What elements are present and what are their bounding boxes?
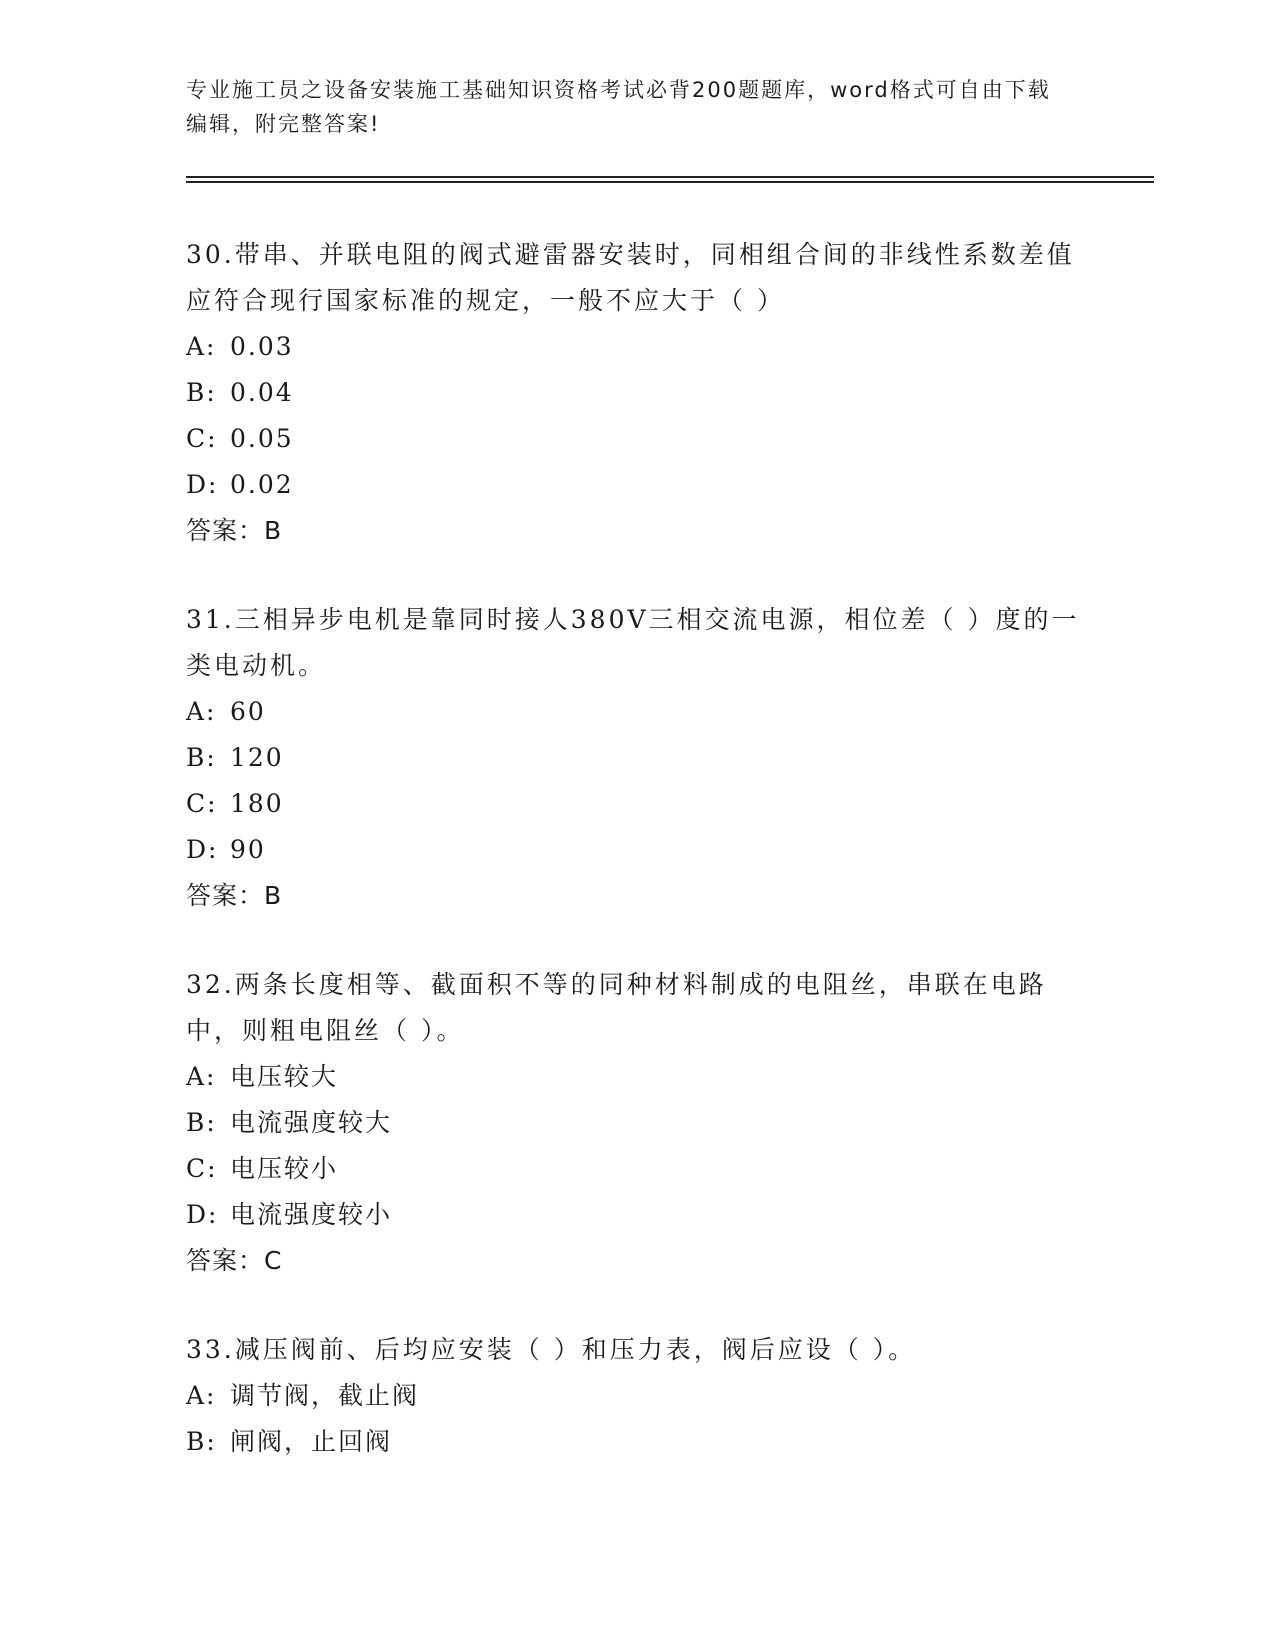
- option-label: D:: [186, 1200, 219, 1229]
- option-a: [186, 324, 1086, 370]
- option-label: A:: [186, 332, 217, 361]
- option-c: [186, 416, 1086, 462]
- header-divider-bottom: [186, 181, 1154, 183]
- option-text: 闸阀，止回阀: [230, 1427, 393, 1456]
- option-text: 电流强度较大: [230, 1108, 393, 1137]
- question-30: [186, 232, 1086, 554]
- option-a: [186, 1054, 1086, 1100]
- option-a: [186, 689, 1086, 735]
- option-b: [186, 370, 1086, 416]
- answer-line: 答案：B: [186, 881, 283, 910]
- option-text: 电压较大: [230, 1062, 339, 1091]
- option-label: B:: [186, 1108, 217, 1137]
- option-text: 180: [230, 789, 284, 818]
- option-text: 电压较小: [230, 1154, 339, 1183]
- answer-line: 答案：C: [186, 1246, 283, 1275]
- option-d: [186, 1192, 1086, 1238]
- option-text: 120: [230, 743, 284, 772]
- question-stem: 31.三相异步电机是靠同时接人380V三相交流电源，相位差（ ）度的一类电动机。: [186, 605, 1080, 680]
- option-label: B:: [186, 743, 217, 772]
- option-text: 0.04: [230, 378, 294, 407]
- option-c: [186, 781, 1086, 827]
- option-d: [186, 462, 1086, 508]
- option-text: 电流强度较小: [230, 1200, 393, 1229]
- option-label: A:: [186, 1062, 217, 1091]
- option-label: C:: [186, 1154, 218, 1183]
- option-c: [186, 1146, 1086, 1192]
- question-31: [186, 597, 1086, 919]
- question-32: [186, 962, 1086, 1284]
- option-text: 调节阀，截止阀: [230, 1381, 420, 1410]
- option-b: [186, 735, 1086, 781]
- question-33: [186, 1327, 1086, 1465]
- option-label: C:: [186, 424, 218, 453]
- option-b: [186, 1419, 1086, 1465]
- question-stem: 32.两条长度相等、截面积不等的同种材料制成的电阻丝，串联在电路中，则粗电阻丝（ ）。: [186, 970, 1047, 1045]
- option-label: B:: [186, 1427, 217, 1456]
- option-text: 90: [230, 835, 266, 864]
- option-b: [186, 1100, 1086, 1146]
- option-a: [186, 1373, 1086, 1419]
- option-label: A:: [186, 697, 217, 726]
- option-text: 0.05: [230, 424, 294, 453]
- option-label: D:: [186, 835, 219, 864]
- option-label: A:: [186, 1381, 217, 1410]
- option-text: 60: [230, 697, 266, 726]
- answer-line: 答案：B: [186, 516, 283, 545]
- option-d: [186, 827, 1086, 873]
- option-label: D:: [186, 470, 219, 499]
- question-stem: 30.带串、并联电阻的阀式避雷器安装时，同相组合间的非线性系数差值应符合现行国家标准的规定，一般不应大于（ ）: [186, 240, 1075, 315]
- option-label: B:: [186, 378, 217, 407]
- document-header-title: 专业施工员之设备安装施工基础知识资格考试必背200题题库，word格式可自由下载编辑，附完整答案!: [186, 78, 1051, 136]
- header-divider-top: [186, 176, 1154, 178]
- question-stem: 33.减压阀前、后均应安装（ ）和压力表，阀后应设（ ）。: [186, 1335, 917, 1364]
- option-label: C:: [186, 789, 218, 818]
- option-text: 0.02: [230, 470, 294, 499]
- option-text: 0.03: [230, 332, 294, 361]
